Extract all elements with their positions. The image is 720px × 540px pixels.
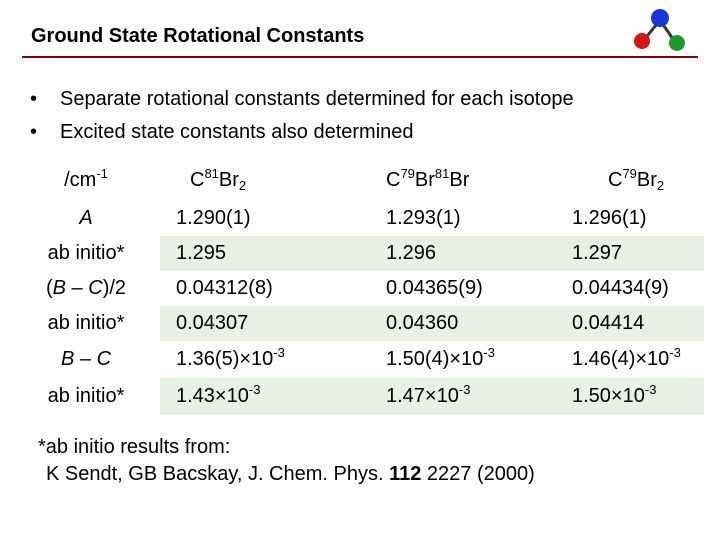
table-cell: 0.04360 [370,306,556,341]
header-text: C [386,168,401,191]
value-base: 1.50×10 [572,385,645,407]
rotational-constants-table [24,159,704,415]
footnote [38,434,535,488]
row-label: ab initio* [24,306,160,341]
citation [38,461,535,488]
label-part: B [52,277,66,299]
molecule-atom-center [651,9,669,27]
table-row-a-ab-initio [24,236,704,271]
table-cell [370,378,556,415]
table-row-b-c-half-ab-initio [24,306,704,341]
unit-header [24,159,160,201]
label-part: )/2 [102,277,127,299]
header-sup: 79 [400,165,415,181]
citation-rest: 2227 (2000) [421,463,535,485]
table-cell: 1.297 [556,236,704,271]
footnote-line: *ab initio results from: [38,436,231,458]
table-header-row [24,159,704,201]
header-sub: 2 [656,177,665,193]
molecule-icon [630,6,690,56]
table-cell: 0.04312(8) [176,277,273,299]
value-base: 1.43×10 [176,385,249,407]
label-part: ( [45,277,53,299]
bullet-dot-icon: • [30,88,38,110]
table-cell: 0.04307 [160,306,370,341]
table-cell: 0.04365(9) [386,277,483,299]
header-sub: 2 [238,177,247,193]
value-base: 1.46(4)×10 [572,348,670,370]
table-row-b-c-half [24,271,704,306]
citation-volume: 112 [389,463,422,485]
slide-title: Ground State Rotational Constants [31,25,365,47]
label-part: C [96,348,112,370]
header-text: C [608,168,623,191]
table-cell: 1.293(1) [386,207,461,229]
title-divider [22,56,698,58]
label-part: C [88,277,103,299]
bullet-dot-icon: • [30,121,38,143]
bullet-item [30,116,574,149]
value-base: 1.36(5)×10 [176,348,274,370]
unit-exponent: -1 [96,165,108,181]
bullet-item [30,83,574,116]
value-exponent: -3 [248,382,261,397]
table-cell: 0.04434(9) [572,277,669,299]
row-label: A [79,207,93,229]
row-label: ab initio* [24,378,160,415]
table-cell: 1.296 [370,236,556,271]
bullet-text: Excited state constants also determined [60,121,414,143]
value-exponent: -3 [669,345,681,360]
table-row-a [24,201,704,236]
header-sup: 81 [204,165,219,181]
unit-base: /cm [64,168,97,191]
value-exponent: -3 [644,382,657,397]
label-part: – [65,277,89,299]
header-text: C [190,168,205,191]
table-cell [556,341,704,378]
value-base: 1.47×10 [386,385,459,407]
table-cell [370,341,556,378]
header-sup: 79 [622,165,637,181]
header-text: Br [636,168,657,191]
label-part: B [60,348,75,370]
row-label: ab initio* [24,236,160,271]
header-text: Br [449,168,470,191]
table-cell [160,378,370,415]
table-row-b-minus-c [24,341,704,378]
bullet-text: Separate rotational constants determined for each isotope [60,88,574,110]
value-exponent: -3 [273,345,285,360]
table-cell [160,341,370,378]
isotope-header-c79br81br [370,159,556,201]
table-cell: 0.04414 [556,306,704,341]
citation-authors: K Sendt, GB Bacskay, J. Chem. Phys. [46,463,390,485]
header-sup: 81 [434,165,450,181]
row-label [24,341,160,378]
bullet-list [30,83,574,149]
isotope-header-c81br2 [160,159,370,201]
table-cell: 1.295 [160,236,370,271]
molecule-atom-right [669,35,685,51]
table-row-b-minus-c-ab-initio [24,378,704,415]
table-cell: 1.296(1) [572,207,647,229]
row-label [24,271,160,306]
molecule-atom-left [634,33,650,49]
isotope-header-c79br2 [556,159,704,201]
label-part: – [74,348,97,370]
value-base: 1.50(4)×10 [386,348,484,370]
table-cell: 1.290(1) [176,207,251,229]
table-cell [556,378,704,415]
header-text: Br [414,168,435,191]
header-text: Br [218,168,239,191]
value-exponent: -3 [458,382,471,397]
value-exponent: -3 [483,345,495,360]
